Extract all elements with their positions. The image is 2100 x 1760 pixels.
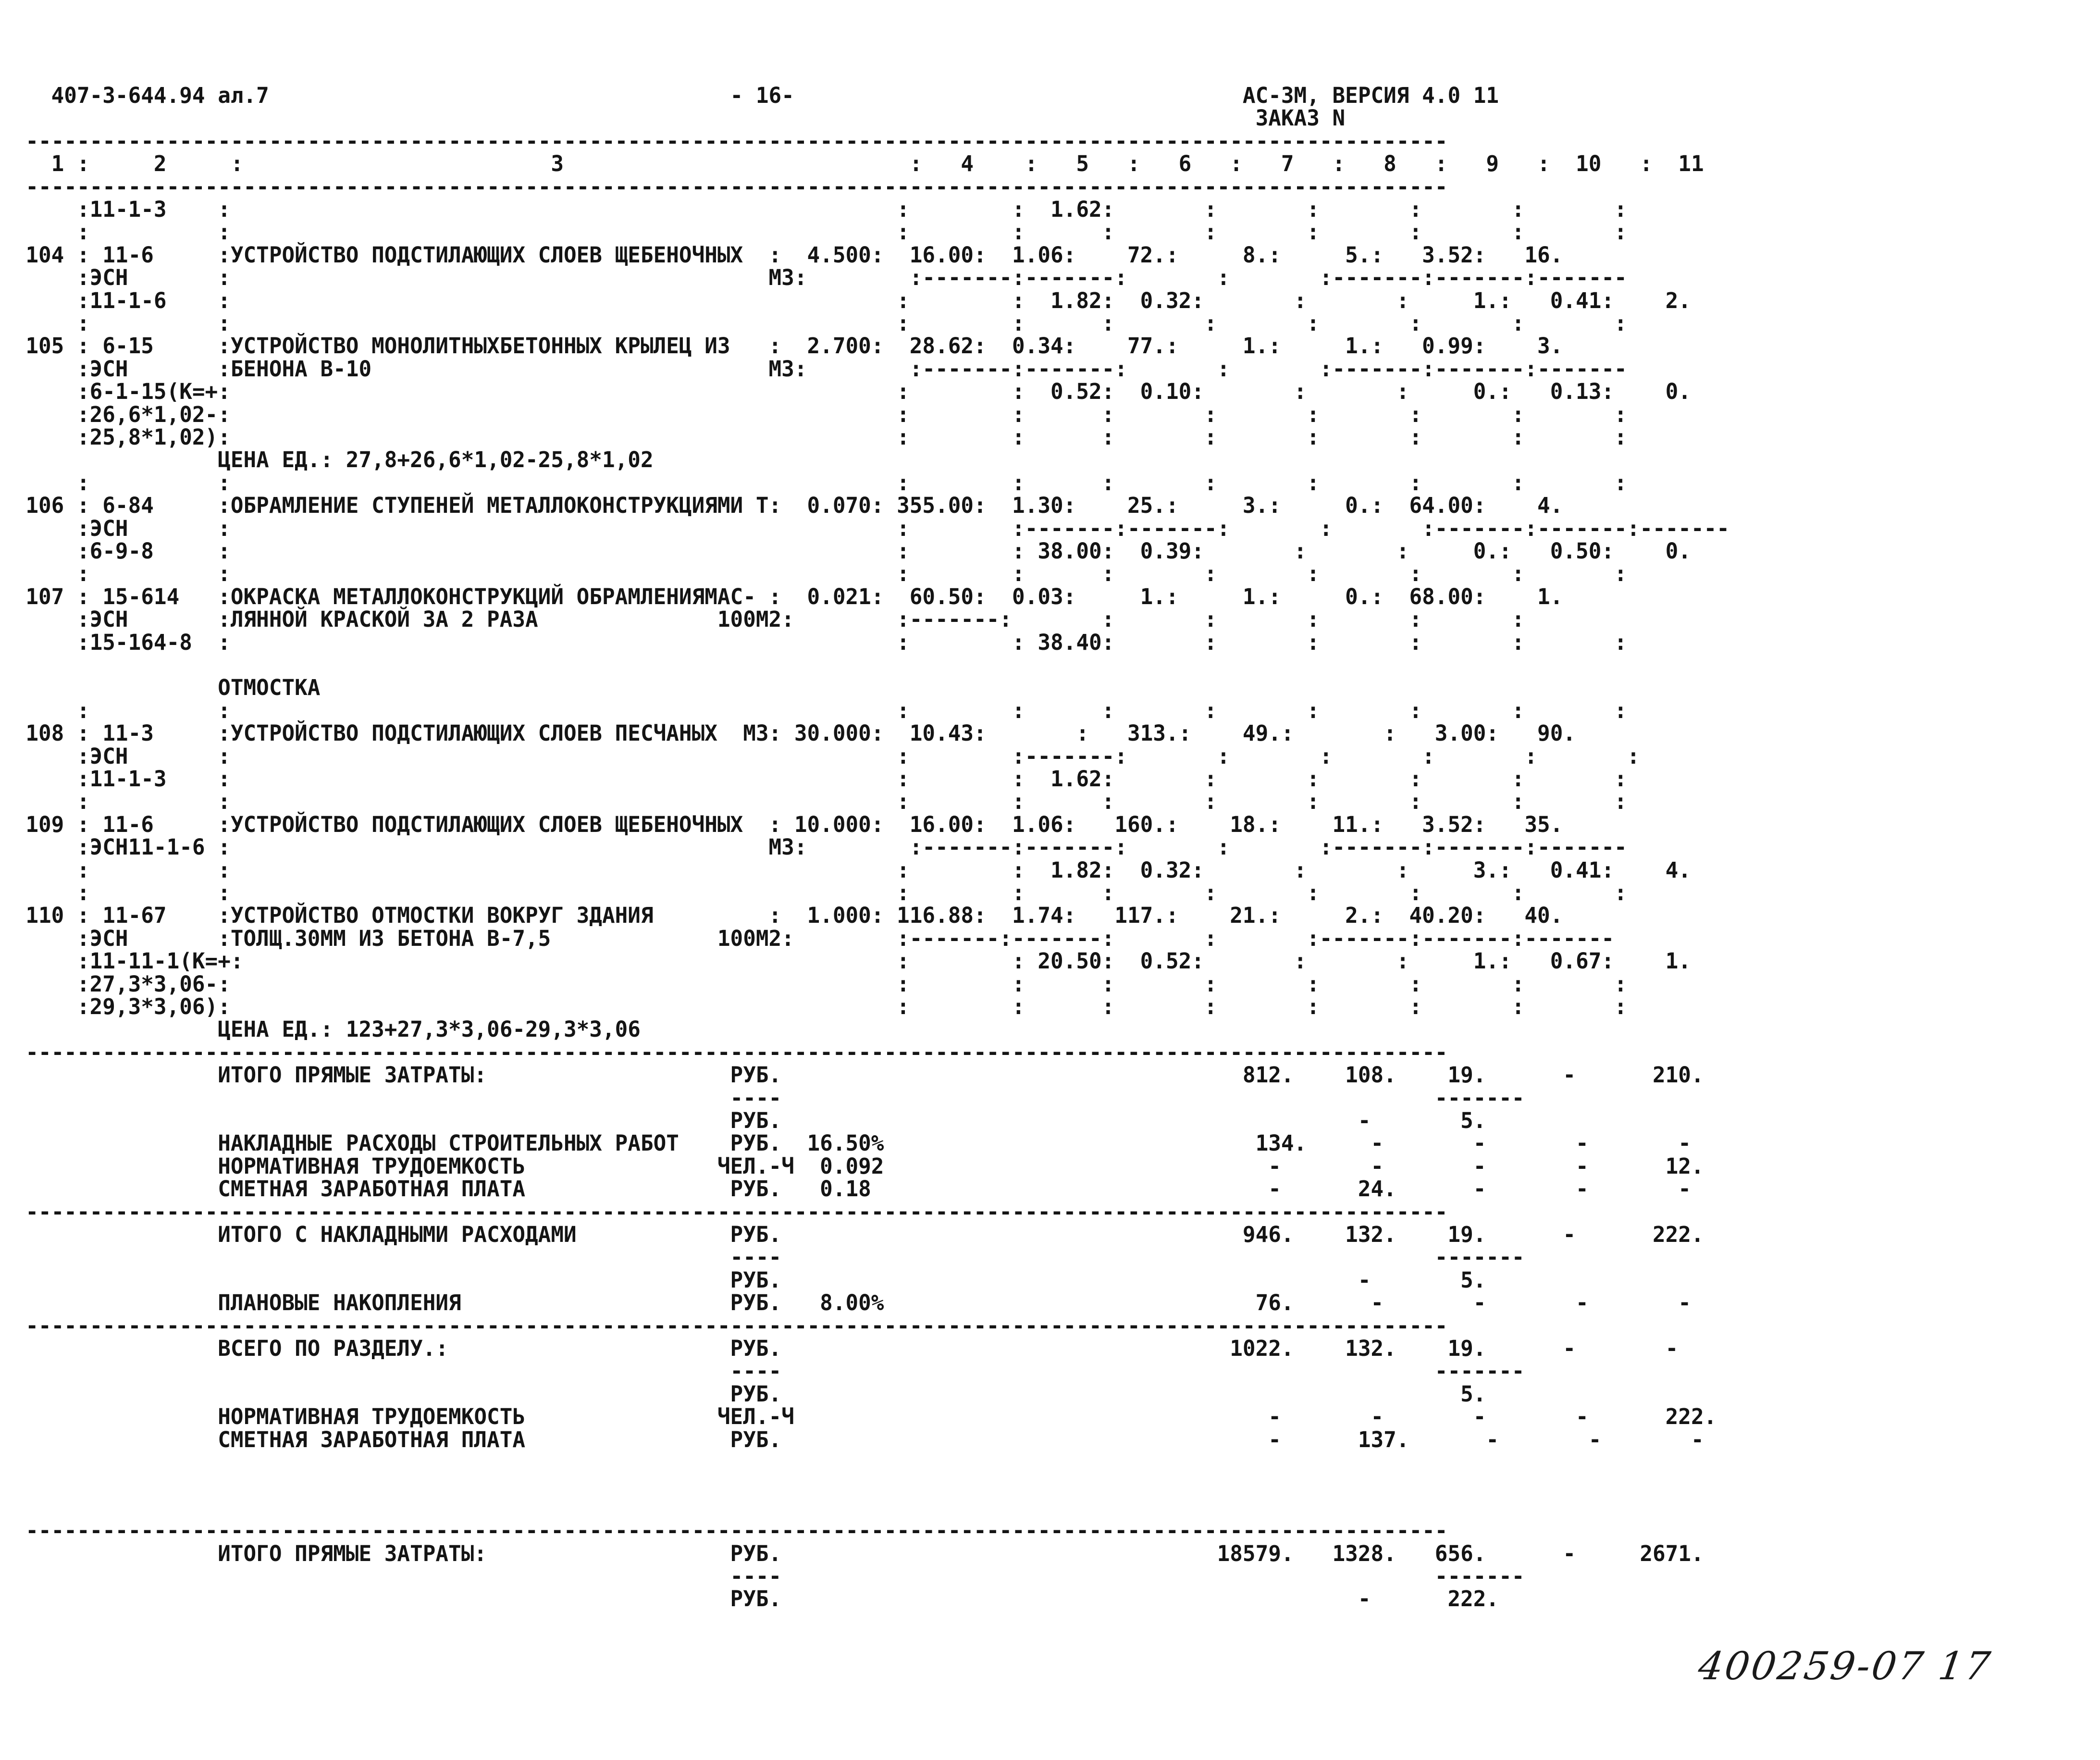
sheet-line: ---- ------- [0, 1563, 1525, 1589]
sheet-line: :ЭСН :ЛЯННОЙ КРАСКОЙ ЗА 2 РАЗА 100М2: :-------: : : : : : [0, 607, 1525, 632]
sheet-line: 107 : 15-614 :ОКРАСКА МЕТАЛЛОКОНСТРУКЦИЙ ОБРАМЛЕНИЯМАС- : 0.021: 60.50: 0.03: 1.: 1.: 0.: 68.00: 1. [0, 583, 1563, 609]
sheet-line: --------------------------------------------------------------------------------------------------------------- [0, 1039, 1448, 1065]
sheet-line: --------------------------------------------------------------------------------------------------------------- [0, 1313, 1448, 1339]
sheet-line: : : : : : : : : : : [0, 561, 1627, 587]
sheet-line: :6-9-8 : : : 38.00: 0.39: : : 0.: 0.50: 0. [0, 538, 1691, 564]
sheet-line: 109 : 11-6 :УСТРОЙСТВО ПОДСТИЛАЮЩИХ СЛОЕВ ЩЕБЕНОЧНЫХ : 10.000: 16.00: 1.06: 160.: 18.: 11.: 3.52: 35. [0, 811, 1563, 837]
sheet-line: --------------------------------------------------------------------------------------------------------------- [0, 174, 1448, 199]
sheet-line: :11-11-1(К=+: : : 20.50: 0.52: : : 1.: 0.67: 1. [0, 948, 1691, 974]
sheet-line: ---- ------- [0, 1358, 1525, 1384]
sheet-line: : : : : : : : : : : [0, 789, 1627, 815]
sheet-line: --------------------------------------------------------------------------------------------------------------- [0, 128, 1448, 154]
sheet-line: --------------------------------------------------------------------------------------------------------------- [0, 1199, 1448, 1225]
sheet-line: 108 : 11-3 :УСТРОЙСТВО ПОДСТИЛАЮЩИХ СЛОЕВ ПЕСЧАНЫХ М3: 30.000: 10.43: : 313.: 49.: : 3.00: 90. [0, 720, 1576, 746]
sheet-line: :ЭСН :БЕНОНА В-10 М3: :-------:-------: : :-------:-------:------- [0, 356, 1627, 382]
sheet-line: 105 : 6-15 :УСТРОЙСТВО МОНОЛИТНЫХБЕТОННЫХ КРЫЛЕЦ ИЗ : 2.700: 28.62: 0.34: 77.: 1.: 1.: 0.99: 3. [0, 333, 1563, 359]
sheet-line: : : : : : : : : : : [0, 219, 1627, 245]
sheet-line: 104 : 11-6 :УСТРОЙСТВО ПОДСТИЛАЮЩИХ СЛОЕВ ЩЕБЕНОЧНЫХ : 4.500: 16.00: 1.06: 72.: 8.: 5.: 3.52: 16. [0, 242, 1563, 268]
sheet-line: НОРМАТИВНАЯ ТРУДОЕМКОСТЬ ЧЕЛ.-Ч - - - - 222. [0, 1404, 1717, 1430]
sheet-line: ---- ------- [0, 1085, 1525, 1111]
sheet-line: СМЕТНАЯ ЗАРАБОТНАЯ ПЛАТА РУБ. 0.18 - 24. - - - [0, 1176, 1691, 1202]
sheet-line: 106 : 6-84 :ОБРАМЛЕНИЕ СТУПЕНЕЙ МЕТАЛЛОКОНСТРУКЦИЯМИ Т: 0.070: 355.00: 1.30: 25.: 3.: 0.: 64.00: 4. [0, 493, 1563, 519]
sheet-line: :27,3*3,06-: : : : : : : : : [0, 971, 1627, 997]
sheet-line: :ЭСН : : :-------:-------: : :-------:-------:------- [0, 515, 1729, 541]
sheet-line: РУБ. - 222. [0, 1586, 1499, 1612]
sheet-line: : : : : : : : : : : [0, 310, 1627, 336]
sheet-line: :ЭСН : М3: :-------:-------: : :-------:-------:------- [0, 265, 1627, 291]
sheet-line: : : : : : : : : : : [0, 470, 1627, 496]
sheet-line: ЦЕНА ЕД.: 27,8+26,6*1,02-25,8*1,02 [0, 447, 654, 473]
sheet-line: --------------------------------------------------------------------------------------------------------------- [0, 1518, 1448, 1544]
sheet-line: ПЛАНОВЫЕ НАКОПЛЕНИЯ РУБ. 8.00% 76. - - - - [0, 1290, 1691, 1316]
sheet-line: :11-1-6 : : : 1.82: 0.32: : : 1.: 0.41: 2. [0, 287, 1691, 313]
sheet-line: ЗАКАЗ N [0, 105, 1346, 131]
sheet-line: ИТОГО ПРЯМЫЕ ЗАТРАТЫ: РУБ. 812. 108. 19. - 210. [0, 1062, 1704, 1088]
sheet-line: СМЕТНАЯ ЗАРАБОТНАЯ ПЛАТА РУБ. - 137. - - - [0, 1426, 1704, 1452]
sheet-line: :11-1-3 : : : 1.62: : : : : : [0, 197, 1627, 222]
sheet-line: :6-1-15(К=+: : : 0.52: 0.10: : : 0.: 0.13: 0. [0, 379, 1691, 405]
sheet-line: РУБ. - 5. [0, 1108, 1486, 1133]
sheet-line: :29,3*3,06): : : : : : : : : [0, 994, 1627, 1019]
sheet-line: :15-164-8 : : : 38.40: : : : : : [0, 629, 1627, 655]
sheet-line: НАКЛАДНЫЕ РАСХОДЫ СТРОИТЕЛЬНЫХ РАБОТ РУБ. 16.50% 134. - - - - [0, 1130, 1691, 1156]
sheet-line: 407-3-644.94 ал.7 - 16- АС-3М, ВЕРСИЯ 4.0 11 [0, 83, 1499, 108]
sheet-line: 110 : 11-67 :УСТРОЙСТВО ОТМОСТКИ ВОКРУГ ЗДАНИЯ : 1.000: 116.88: 1.74: 117.: 21.: 2.: 40.20: 40. [0, 903, 1563, 929]
sheet-line: ВСЕГО ПО РАЗДЕЛУ.: РУБ. 1022. 132. 19. - - [0, 1336, 1679, 1361]
sheet-line: ИТОГО С НАКЛАДНЫМИ РАСХОДАМИ РУБ. 946. 132. 19. - 222. [0, 1222, 1704, 1247]
sheet-line: :25,8*1,02): : : : : : : : : [0, 424, 1627, 450]
sheet-line: : : : : : : : : : : [0, 880, 1627, 905]
sheet-line: : : : : : : : : : : [0, 697, 1627, 723]
sheet-line: :11-1-3 : : : 1.62: : : : : : [0, 766, 1627, 792]
sheet-line: НОРМАТИВНАЯ ТРУДОЕМКОСТЬ ЧЕЛ.-Ч 0.092 - - - - 12. [0, 1153, 1704, 1179]
sheet-line: РУБ. - 5. [0, 1267, 1486, 1293]
handwritten-sheet-number: 400259-07 17 [1695, 1644, 1995, 1688]
sheet-line: :ЭСН11-1-6 : М3: :-------:-------: : :-------:-------:------- [0, 834, 1627, 860]
sheet-line: :ЭСН : : :-------: : : : : : [0, 743, 1640, 769]
sheet-line: : : : : 1.82: 0.32: : : 3.: 0.41: 4. [0, 857, 1691, 883]
sheet-line: :26,6*1,02-: : : : : : : : : [0, 401, 1627, 427]
sheet-line: ЦЕНА ЕД.: 123+27,3*3,06-29,3*3,06 [0, 1016, 641, 1042]
sheet-line: 1 : 2 : 3 : 4 : 5 : 6 : 7 : 8 : 9 : 10 : 11 [0, 151, 1704, 177]
sheet-line: ---- ------- [0, 1244, 1525, 1270]
sheet-line: ИТОГО ПРЯМЫЕ ЗАТРАТЫ: РУБ. 18579. 1328. 656. - 2671. [0, 1540, 1704, 1566]
sheet-line: РУБ. 5. [0, 1381, 1486, 1407]
sheet-line: ОТМОСТКА [0, 675, 321, 701]
sheet-line: :ЭСН :ТОЛЩ.30ММ ИЗ БЕТОНА В-7,5 100М2: :-------:-------: : :-------:-------:------- [0, 925, 1615, 951]
